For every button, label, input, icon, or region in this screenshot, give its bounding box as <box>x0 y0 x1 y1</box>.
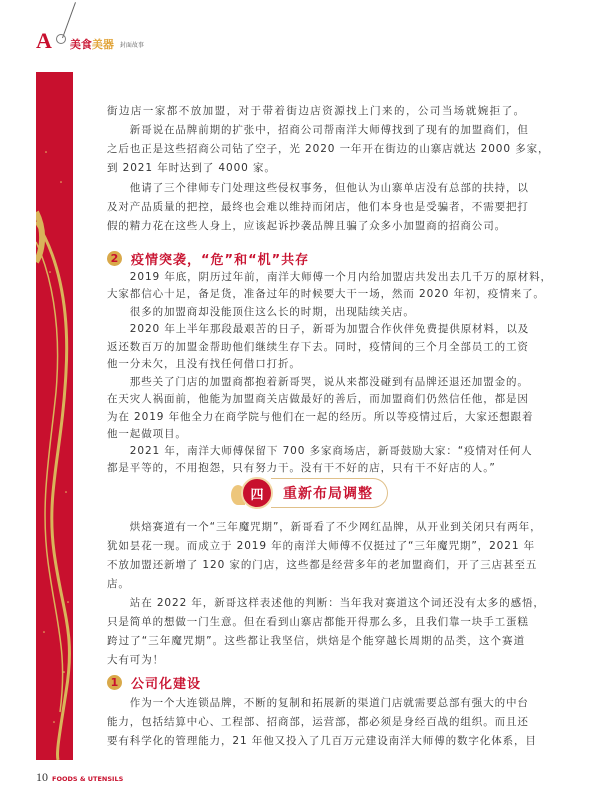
magazine-english-name: FOODS & UTENSILS <box>52 775 124 783</box>
section-label: 封面故事 <box>119 42 144 49</box>
subheading-number: 1 <box>107 675 122 690</box>
text-line: 不放加盟还新增了 120 家的门店，这些都是经营多年的老加盟商们，开了三店甚至五 <box>107 559 538 571</box>
decorative-red-strip <box>36 72 73 760</box>
text-line: 大有可为！ <box>107 654 164 666</box>
text-line: 犹如昙花一现。而成立于 2019 年的南洋大师傅不仅挺过了“三年魔咒期”，2021 年 <box>107 540 536 552</box>
text-line: 在天灾人祸面前，他能为加盟商关店做最好的善后，而加盟商们仍然信任他，都是因 <box>107 393 529 405</box>
magazine-name-1: 美食 <box>69 38 92 51</box>
pin-icon <box>56 34 66 44</box>
text-line: 能力，包括结算中心、工程部、招商部，运营部，都必须是身经百战的组织。而且还 <box>107 716 529 728</box>
text-line: 大家都信心十足，备足货，准备过年的时候要大干一场，然而 2020 年初，疫情来了。 <box>107 288 545 300</box>
section-title: 重新布局调整 <box>271 478 388 508</box>
text-line: 他请了三个律师专门处理这些侵权事务，但他认为山寨单店没有总部的扶持，以 <box>107 182 529 194</box>
section-number: 四 <box>241 477 273 509</box>
text-line: 只是简单的想做一门生意。但在看到山寨店都能开得那么多，且我们靠一块手工蛋糕 <box>107 616 529 628</box>
subheading-2 <box>107 249 309 268</box>
text-line: 2020 年上半年那段最艰苦的日子，新哥为加盟合作伙伴免费提供原材料，以及 <box>107 323 530 335</box>
page-number: 10 <box>36 770 48 784</box>
text-line: 返还数百万的加盟金帮助他们继续生存下去。同时，疫情间的三个月全部员工的工资 <box>107 341 529 353</box>
text-line: 跨过了“三年魔咒期”。这些都让我坚信，烘焙是个能穿越长周期的品类，这个赛道 <box>107 635 525 647</box>
text-line: 为在 2019 年他全力在商学院与他们在一起的经历。所以等疫情过后，大家还想跟着 <box>107 411 534 423</box>
section-badge <box>241 477 388 509</box>
text-line: 新哥说在品牌前期的扩张中，招商公司帮南洋大师傅找到了现有的加盟商们，但 <box>107 124 529 136</box>
subheading-number: 2 <box>107 251 122 266</box>
magazine-name <box>70 36 114 52</box>
text-line: 及对产品质量的把控，最终也会难以维持而闭店，他们本身也是受骗者，不需要把打 <box>107 201 529 213</box>
text-line: 之后也正是这些招商公司钻了空子，光 2020 一年开在街边的山寨店就达 2000 多家， <box>107 143 550 155</box>
text-line: 很多的加盟商却没能顶住这么长的时期，出现陆续关店。 <box>107 306 415 318</box>
logo-letter: A <box>36 28 52 53</box>
page-footer <box>36 770 123 785</box>
text-line: 都是平等的，不用抱怨，只有努力干。没有干不好的店，只有干不好店的人。” <box>107 462 496 474</box>
text-line: 要有科学化的管理能力，21 年他又投入了几百万元建设南洋大师傅的数字化体系，目 <box>107 735 537 747</box>
magazine-header <box>36 30 144 52</box>
text-line: 店。 <box>107 578 130 590</box>
text-line: 作为一个大连锁品牌，不断的复制和拓展新的渠道门店就需要总部有强大的中台 <box>107 697 529 709</box>
text-line: 街边店一家都不放加盟，对于带着街边店资源找上门来的，公司当场就婉拒了。 <box>107 105 525 117</box>
text-line: 假的精力花在这些人身上，应该起诉抄袭品牌且骗了众多小加盟商的招商公司。 <box>107 220 506 232</box>
text-line: 那些关了门店的加盟商都抱着新哥哭，说从来都没碰到有品牌还退还加盟金的。 <box>107 376 529 388</box>
subheading-title: 疫情突袭，“危”和“机”共存 <box>131 253 310 268</box>
text-line: 到 2021 年时达到了 4000 家。 <box>107 162 276 174</box>
text-line: 烘焙赛道有一个“三年魔咒期”，新哥看了不少网红品牌，从开业到关闭只有两年， <box>107 521 542 533</box>
magazine-name-2: 美器 <box>91 38 114 51</box>
text-line: 他一起做项目。 <box>107 428 187 440</box>
text-line: 站在 2022 年，新哥这样表述他的判断：当年我对赛道这个词还没有太多的感悟， <box>107 597 545 609</box>
text-line: 他一分未欠，且没有找任何借口打折。 <box>107 358 301 370</box>
text-line: 2021 年，南洋大师傅保留下 700 多家商场店，新哥鼓励大家：“疫情对任何人 <box>107 445 533 457</box>
subheading-title: 公司化建设 <box>131 677 202 692</box>
subheading-1 <box>107 673 201 692</box>
text-line: 2019 年底，阴历过年前，南洋大师傅一个月内给加盟店共发出去几千万的原材料， <box>107 271 552 283</box>
